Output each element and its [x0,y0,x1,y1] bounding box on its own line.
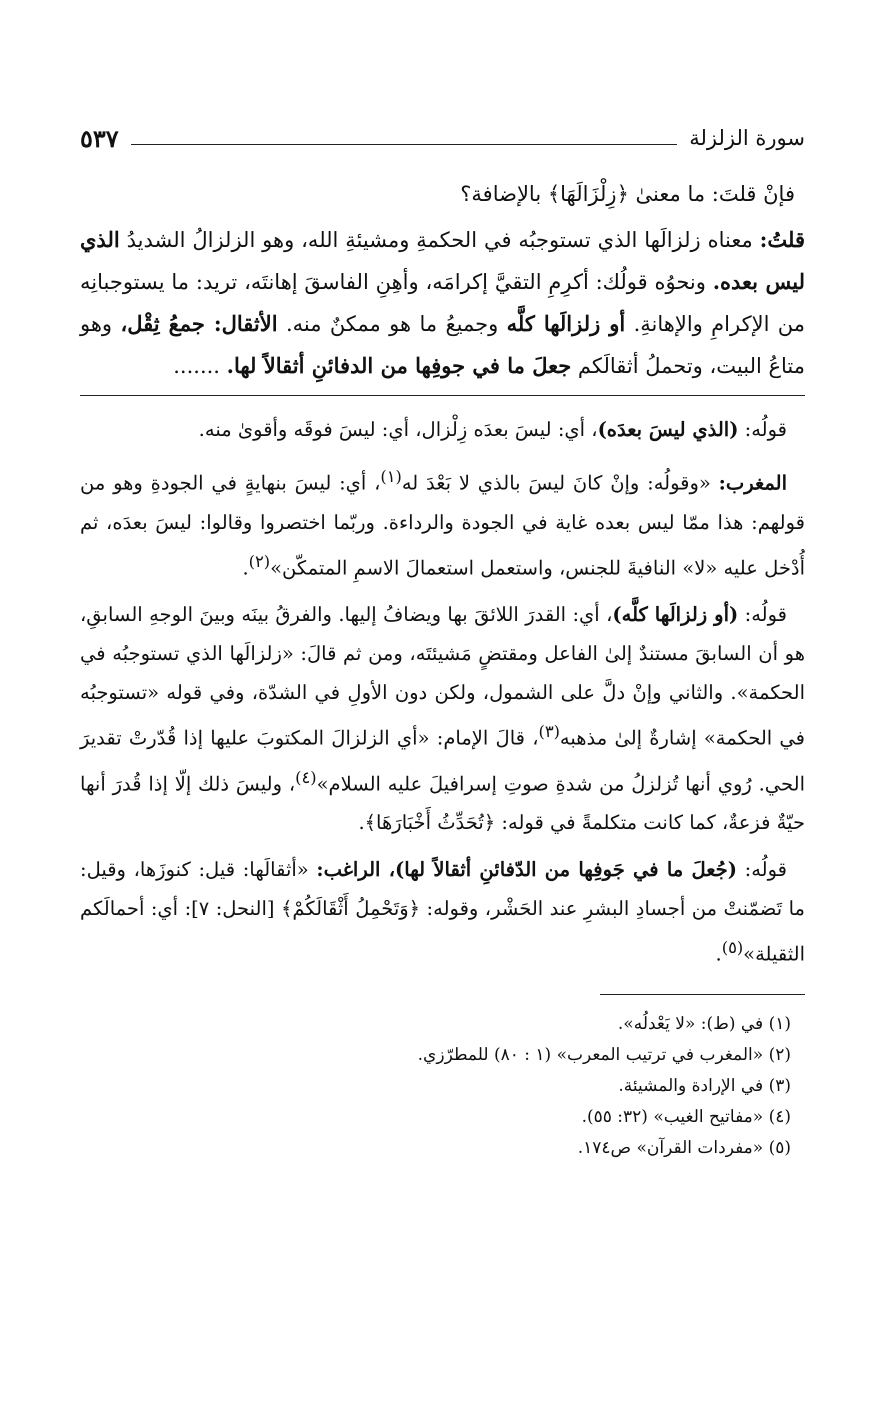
p1-text: ، أي: ليسَ بعدَه زِلْزال، أي: ليسَ فوقَه وأقوىٰ منه. [198,418,598,441]
footnote-5: (٥) «مفردات القرآن» ص١٧٤. [577,1137,791,1158]
answer-dots: ....... [173,354,227,378]
footnote-1: (١) في (ط): «لا يَعْدلُه». [617,1013,791,1034]
answer-text-3: وجميعُ ما هو ممكنٌ منه. [277,312,507,336]
p3-text: ، أي: القدرَ اللائقَ بها ويضافُ إليها. والفرقُ بينَه وبينَ الوجهِ السابقِ، هو أن السابقَ مستندٌ إلىٰ الفاعل ومقتضٍ مَشيئتَه، ومن ثم قالَ: «زلزالَها الذي تستوجبُه في الحكمة». والثاني وإنْ دلَّ على الشمول، ولكن دون الأولِ في الشدّة، وفي قوله «تستوجبُه في الحكمة» إشارةٌ إلىٰ مذهبه [80,603,806,750]
p3-text-3: ، وليسَ ذلك إلّا إذا قُدرَ أنها حيّةٌ فزعةٌ، كما كانت متكلمةً في قوله: ﴿تُحَدِّثُ أَخْبَارَهَا﴾. [80,772,805,834]
p2-text-2: ، أي: ليسَ بنهايةٍ في الجودةِ وهو من قولهم: هذا ممّا ليس بعده غاية في الجودة والرداءة. وربّما اختصروا وقالوا: ليسَ بعدَه، ثم أُدْخل عليه «لا» النافيةَ للجنس، واستعمل استعمالَ الاسمِ المتمكّن» [80,471,805,579]
answer-bold-4: جعلَ ما في جوفِها من الدفائنِ أثقالاً لها. [226,353,572,378]
p2-end: . [242,556,249,579]
p4-end: . [715,942,722,966]
footnote-3: (٣) في الإرادة والمشيئة. [618,1075,791,1096]
footnotes [80,1009,805,1164]
answer-intro: قلتُ: [759,227,805,252]
running-header [80,118,805,158]
page-number: ٥٣٧ [80,123,119,153]
p4-bold: (جُعلَ ما في جَوفِها من الدّفائنِ أثقالاً لها)، الراغب: [316,858,737,881]
footnote-ref-5: (٥) [721,938,744,957]
footnote-ref-2: (٢) [248,551,271,571]
p1-bold: (الذي ليسَ بعدَه) [597,418,739,441]
p4-label: قولُه: [736,858,787,881]
header-rule [131,144,678,145]
commentary-paragraph-3 [80,595,805,842]
answer-bold-1: الذي ليس بعده. [80,227,805,294]
p3-label: قولُه: [738,603,787,626]
p4-text: «أثقالَها: قيل: كنوزَها، وقيل: ما تَضمّنتْ من أجسادِ البشرِ عند الحَشْر، وقوله: ﴿وَتَحْمِلُ أَثْقَالَكُمْ﴾ [النحل: ٧]: أي: أحمالَكم الثقيلة» [80,858,805,966]
commentary-paragraph-4 [80,850,805,974]
commentary-paragraph-2 [80,457,805,587]
answer-bold-3: الأثقال: جمعُ ثِقْل، [120,311,278,336]
commentary-paragraph-1 [80,410,805,449]
page [80,118,805,1381]
commentary [80,410,805,974]
p2-bold: المغرب: [718,471,787,495]
main-text [80,174,805,387]
p1-label: قولُه: [738,418,787,441]
answer-text: معناه زلزالَها الذي تستوجبُه في الحكمةِ ومشيئةِ الله، وهو الزلزالُ الشديدُ [119,228,760,252]
footnote-2: (٢) «المغرب في ترتيب المعرب» (١ : ٨٠) للمطرّزي. [417,1044,791,1065]
answer-text-4: وهو متاعُ البيت، وتحملُ أثقالَكم [80,312,805,378]
footnote-4: (٤) «مفاتيح الغيب» (٣٢: ٥٥). [581,1106,791,1127]
footnote-ref-1: (١) [380,467,402,486]
footnote-ref-3: (٣) [538,722,560,741]
footnote-separator [600,994,805,995]
answer-bold-2: أو زلزالَها كلَّه [506,311,626,336]
footnote-ref-4: (٤) [295,767,317,787]
p3-bold: (أو زلزالَها كلَّه) [612,603,739,626]
main-question: فإنْ قلتَ: ما معنىٰ ﴿زِلْزَالَهَا﴾ بالإضافة؟ [460,182,795,206]
p2-text: «وقولُه: وإنْ كانَ ليسَ بالذي لا بَعْدَ له [401,471,719,495]
main-commentary-separator [80,395,805,396]
running-header-title: سورة الزلزلة [689,126,805,150]
p3-text-2: ، قالَ الإمام: «أي الزلزالَ المكتوبَ عليها إذا قُدّرتْ تقديرَ الحي. رُوي أنها تُزلزلُ من شدةِ صوتِ إسرافيلَ عليه السلام» [80,726,805,795]
answer-text-2: ونحوُه قولُك: أكرِمِ التقيَّ إكرامَه، وأهِنِ الفاسقَ إهانتَه، تريد: ما يستوجبانِه من الإكرامِ والإهانةِ. [80,270,805,336]
main-answer [80,219,805,387]
